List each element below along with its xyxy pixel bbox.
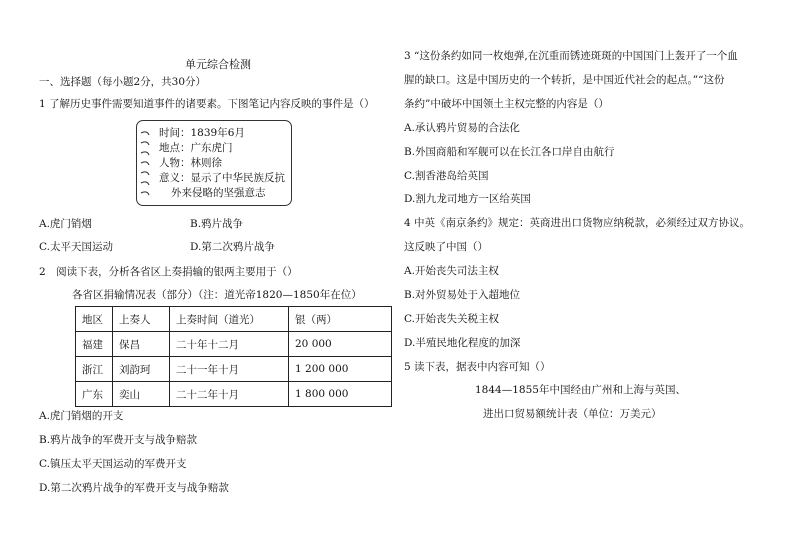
- table-header-cell: 地区: [76, 307, 113, 332]
- note-line-meaning: 意义：显示了中华民族反抗: [159, 172, 285, 184]
- table-row: [76, 357, 392, 382]
- page-title: 单元综合检测: [185, 58, 251, 71]
- table-header-row: [76, 307, 392, 332]
- table-header-cell: 银（两）: [289, 307, 392, 332]
- q4-option-d[interactable]: D.半殖民地化程度的加深: [404, 337, 521, 349]
- table-cell: 二十年十二月: [170, 332, 289, 357]
- table-cell: 保昌: [113, 332, 170, 357]
- q3-option-a[interactable]: A.承认鸦片贸易的合法化: [404, 122, 520, 134]
- q1-stem: 1 了解历史事件需要知道事件的诸要素。下图笔记内容反映的事件是（）: [39, 98, 375, 110]
- q4-option-c[interactable]: C.开始丧失关税主权: [404, 313, 499, 325]
- section-heading: 一、选择题（每小题2分，共30分）: [39, 76, 207, 88]
- q3-stem-line-2: 腥的缺口。这是中国历史的一个转折，是中国近代社会的起点。”“这份: [404, 74, 725, 86]
- table-cell: 二十二年十月: [170, 382, 289, 407]
- q2-option-a[interactable]: A.虎门销烟的开支: [39, 410, 124, 422]
- note-line-person: 人物：林则徐: [159, 157, 222, 169]
- q1-option-c[interactable]: C.太平天国运动: [39, 241, 113, 253]
- q2-option-c[interactable]: C.镇压太平天国运动的军费开支: [39, 458, 187, 470]
- q2-stem: 2 阅读下表，分析各省区上奏捐输的银两主要用于（）: [39, 266, 298, 278]
- note-line-place: 地点：广东虎门: [159, 142, 233, 154]
- table-row: [76, 332, 392, 357]
- q3-option-d[interactable]: D.割九龙司地方一区给英国: [404, 193, 531, 205]
- q5-caption-line-1: 1844—1855年中国经由广州和上海与英国、: [475, 384, 686, 396]
- note-line-time: 时间：1839年6月: [159, 127, 245, 139]
- table-cell: 广东: [76, 382, 113, 407]
- table-cell: 浙江: [76, 357, 113, 382]
- table-cell: 奕山: [113, 382, 170, 407]
- q2-option-b[interactable]: B.鸦片战争的军费开支与战争赔款: [39, 434, 198, 446]
- spiral-binding-icon: [139, 129, 151, 199]
- table-header-cell: 上奏时间（道光）: [170, 307, 289, 332]
- q3-option-b[interactable]: B.外国商船和军舰可以在长江各口岸自由航行: [404, 146, 615, 158]
- q3-option-c[interactable]: C.割香港岛给英国: [404, 170, 489, 182]
- q3-stem-line-1: 3 “这份条约如同一枚炮弹,在沉重而锈迹斑斑的中国国门上轰开了一个血: [404, 50, 738, 62]
- q5-stem: 5 读下表，据表中内容可知（）: [404, 361, 551, 373]
- q1-option-b[interactable]: B.鸦片战争: [190, 218, 244, 230]
- notebook-card: [136, 120, 292, 206]
- table-row: [76, 382, 392, 407]
- q4-stem-line-2: 这反映了中国（）: [404, 241, 488, 253]
- q1-option-a[interactable]: A.虎门销烟: [39, 218, 92, 230]
- table-cell: 20 000: [289, 332, 392, 357]
- donation-table: [75, 306, 392, 407]
- q2-table-caption: 各省区捐输情况表（部分）（注：道光帝1820—1850年在位）: [72, 289, 362, 301]
- table-cell: 1 200 000: [289, 357, 392, 382]
- q4-stem-line-1: 4 中英《南京条约》规定：英商进出口货物应纳税款，必须经过双方协议。: [404, 217, 751, 229]
- table-cell: 福建: [76, 332, 113, 357]
- q4-option-b[interactable]: B.对外贸易处于入超地位: [404, 289, 521, 301]
- table-cell: 二十一年十月: [170, 357, 289, 382]
- table-cell: 1 800 000: [289, 382, 392, 407]
- q1-option-d[interactable]: D.第二次鸦片战争: [190, 241, 275, 253]
- q3-stem-line-3: 条约”中破坏中国领土主权完整的内容是（）: [404, 98, 609, 110]
- table-header-cell: 上奏人: [113, 307, 170, 332]
- q5-caption-line-2: 进出口贸易额统计表（单位：万美元）: [483, 408, 662, 420]
- q4-option-a[interactable]: A.开始丧失司法主权: [404, 265, 499, 277]
- table-cell: 刘韵珂: [113, 357, 170, 382]
- note-line-meaning-cont: 外来侵略的坚强意志: [171, 187, 266, 199]
- q2-option-d[interactable]: D.第二次鸦片战争的军费开支与战争赔款: [39, 482, 229, 494]
